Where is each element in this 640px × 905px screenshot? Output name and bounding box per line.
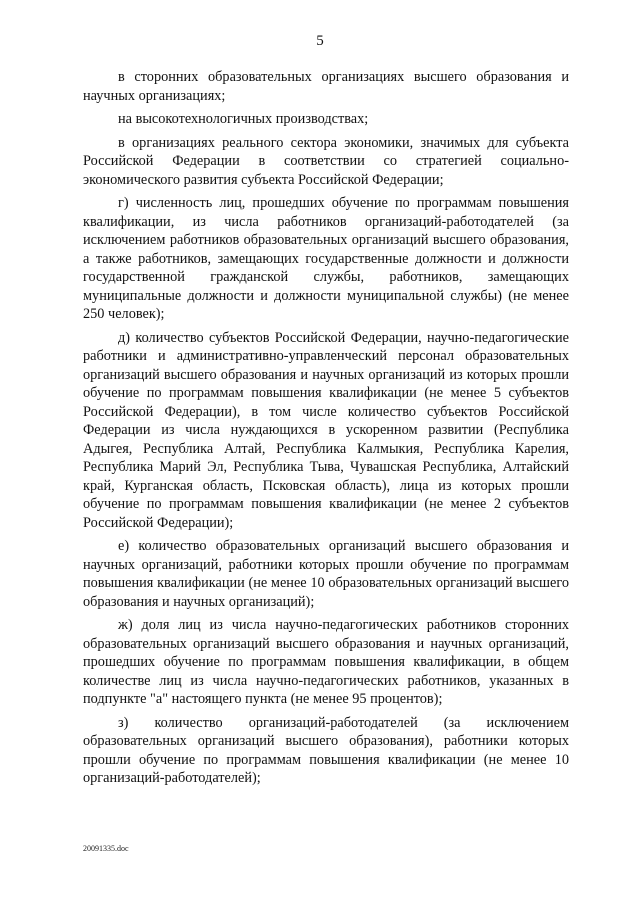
page-number: 5: [316, 33, 324, 49]
paragraph: на высокотехнологичных производствах;: [118, 111, 369, 127]
paragraph: ж) доля лиц из числа научно-педагогических работников сторонних образовательных организаций высшего образования и научных организаций, прошедших обучение по программам повышения квалификации, в общем количестве лиц из числа научно-педагогических работников, указанных в подпункте "а" настоящего пункта (не менее 95 процентов);: [83, 617, 569, 707]
body-text: [83, 68, 569, 793]
paragraph: з) количество организаций-работодателей (за исключением образовательных организаций высшего образования), работники которых прошли обучение по программам повышения квалификации (не менее 10 организаций-работодателей);: [83, 714, 569, 786]
paragraph: г) численность лиц, прошедших обучение по программам повышения квалификации, из числа работников организаций-работодателей (за исключением работников образовательных организаций высшего образования, а также работников, замещающих государственные должности и должности государственной гражданской службы, работников, замещающих муниципальные должности и должности муниципальной службы) (не менее 250 человек);: [83, 195, 569, 322]
paragraph: е) количество образовательных организаций высшего образования и научных организаций, работники которых прошли обучение по программам повышения квалификации (не менее 10 образовательных организаций высшего образования и научных организаций);: [83, 538, 569, 610]
document-file-code: 20091335.doc: [83, 844, 129, 853]
paragraph: д) количество субъектов Российской Федерации, научно-педагогические работники и административно-управленческий персонал образовательных организаций высшего образования и научных организаций из которых прошли обучение по программам повышения квалификации (не менее 5 субъектов Российской Федерации), в том числе количество субъектов Российской Федерации из числа нуждающихся в ускоренном развитии (Республика Адыгея, Республика Алтай, Республика Калмыкия, Республика Карелия, Республика Марий Эл, Республика Тыва, Чувашская Республика, Алтайский край, Курганская область, Псковская область), лица из которых прошли обучение по программам повышения квалификации (не менее 2 субъектов Российской Федерации);: [83, 329, 569, 531]
paragraph: в организациях реального сектора экономики, значимых для субъекта Российской Федерации в соответствии со стратегией социально-экономического развития субъекта Российской Федерации;: [83, 134, 569, 188]
paragraph: в сторонних образовательных организациях высшего образования и научных организациях;: [83, 69, 569, 104]
